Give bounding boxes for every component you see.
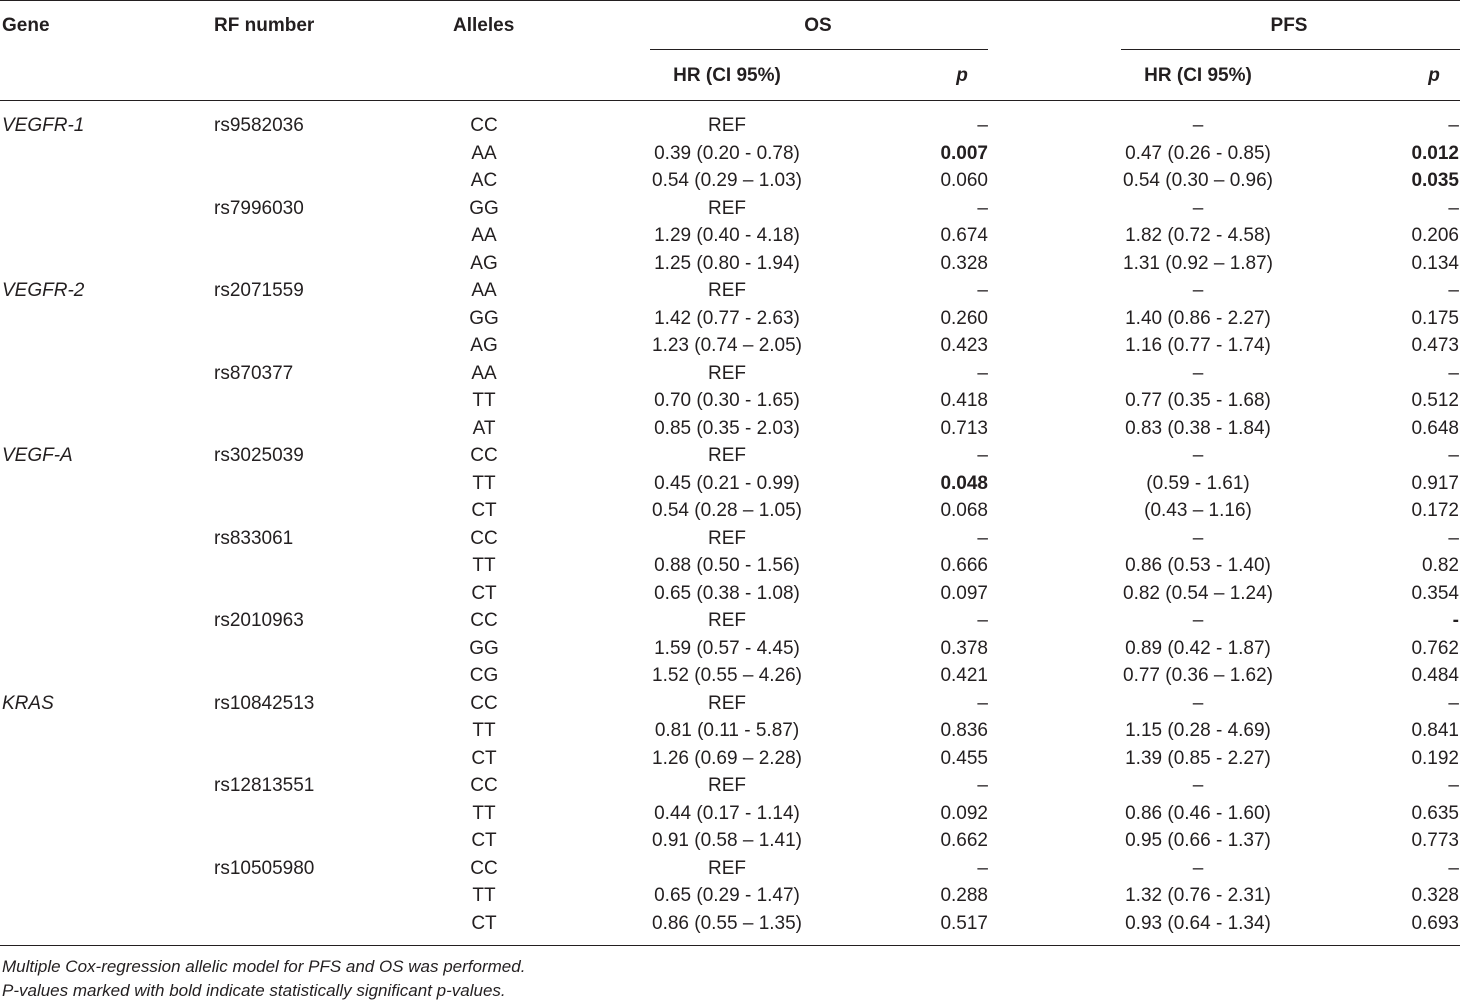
pfs-p-cell: – xyxy=(1448,115,1459,136)
os-hr-cell: REF xyxy=(708,610,746,631)
pfs-p-cell: 0.328 xyxy=(1411,885,1459,906)
os-hr-cell: 1.25 (0.80 - 1.94) xyxy=(654,252,800,274)
allele-cell: AA xyxy=(471,362,497,384)
pfs-hr-cell: – xyxy=(1192,362,1204,384)
os-p-cell: 0.666 xyxy=(940,555,988,576)
pfs-hr-cell: – xyxy=(1192,775,1204,796)
header-rf-number: RF number xyxy=(214,15,315,36)
rf-number-cell: rs7996030 xyxy=(214,197,304,219)
os-p-cell: 0.092 xyxy=(940,802,988,824)
pfs-hr-cell: 0.86 (0.46 - 1.60) xyxy=(1125,802,1271,824)
pfs-hr-cell: – xyxy=(1192,610,1204,631)
os-group-rule xyxy=(650,49,988,50)
pfs-p-cell: – xyxy=(1448,775,1459,796)
allele-cell: AA xyxy=(471,225,497,246)
os-p-cell: 0.060 xyxy=(940,170,988,191)
gene-cell: VEGF-A xyxy=(2,445,73,466)
os-hr-cell: REF xyxy=(708,362,746,384)
header-os: OS xyxy=(804,15,832,36)
os-hr-cell: REF xyxy=(708,857,746,879)
pfs-p-cell: – xyxy=(1448,527,1459,549)
os-p-cell: 0.288 xyxy=(940,885,988,906)
header-pfs-hr: HR (CI 95%) xyxy=(1144,65,1252,86)
pfs-hr-cell: (0.59 - 1.61) xyxy=(1146,472,1250,494)
allele-cell: AA xyxy=(471,280,497,301)
os-p-cell: – xyxy=(977,445,988,466)
os-p-cell: 0.455 xyxy=(940,747,988,769)
pfs-p-cell: 0.206 xyxy=(1411,225,1459,246)
os-hr-cell: 0.70 (0.30 - 1.65) xyxy=(654,390,800,411)
pfs-p-cell: 0.175 xyxy=(1411,307,1459,329)
pfs-p-cell: 0.693 xyxy=(1411,912,1459,934)
pfs-hr-cell: 0.77 (0.35 - 1.68) xyxy=(1125,390,1271,411)
rf-number-cell: rs870377 xyxy=(214,362,294,384)
pfs-hr-cell: 0.77 (0.36 – 1.62) xyxy=(1123,665,1273,686)
pfs-p-cell: 0.484 xyxy=(1411,665,1459,686)
pfs-p-cell: 0.172 xyxy=(1411,500,1459,521)
pfs-hr-cell: 0.47 (0.26 - 0.85) xyxy=(1125,142,1271,164)
allele-cell: TT xyxy=(472,802,496,824)
os-hr-cell: 0.85 (0.35 - 2.03) xyxy=(654,417,800,439)
pfs-hr-cell: 0.89 (0.42 - 1.87) xyxy=(1125,637,1271,659)
pfs-p-cell: 0.354 xyxy=(1411,582,1459,604)
os-hr-cell: 0.91 (0.58 – 1.41) xyxy=(652,830,802,851)
pfs-p-cell: 0.648 xyxy=(1411,417,1459,439)
pfs-p-cell: – xyxy=(1448,197,1459,219)
header-pfs-p: p xyxy=(1428,65,1440,86)
pfs-p-cell: 0.012 xyxy=(1411,142,1459,164)
pfs-p-cell: 0.917 xyxy=(1411,472,1459,494)
pfs-hr-cell: 1.40 (0.86 - 2.27) xyxy=(1125,307,1271,329)
allele-cell: GG xyxy=(469,637,499,659)
pfs-hr-cell: 0.93 (0.64 - 1.34) xyxy=(1125,912,1271,934)
header-alleles: Alleles xyxy=(453,15,515,36)
header-gene: Gene xyxy=(2,15,50,36)
os-hr-cell: REF xyxy=(708,775,746,796)
pfs-hr-cell: – xyxy=(1192,445,1204,466)
os-hr-cell: 1.29 (0.40 - 4.18) xyxy=(654,225,800,246)
allele-cell: AG xyxy=(470,335,498,356)
os-p-cell: 0.662 xyxy=(940,830,988,851)
allele-cell: TT xyxy=(472,472,496,494)
os-p-cell: 0.421 xyxy=(940,665,988,686)
os-p-cell: – xyxy=(977,610,988,631)
pfs-group-rule xyxy=(1121,49,1460,50)
os-hr-cell: 0.39 (0.20 - 0.78) xyxy=(654,142,800,164)
os-p-cell: 0.007 xyxy=(940,142,988,164)
gene-cell: VEGFR-2 xyxy=(2,280,85,301)
os-p-cell: 0.068 xyxy=(940,500,988,521)
allele-cell: CG xyxy=(469,665,499,686)
pfs-hr-cell: 1.31 (0.92 – 1.87) xyxy=(1123,252,1273,274)
pfs-p-cell: – xyxy=(1448,857,1459,879)
os-p-cell: 0.328 xyxy=(940,252,988,274)
os-p-cell: – xyxy=(977,527,988,549)
pfs-hr-cell: 1.16 (0.77 - 1.74) xyxy=(1125,335,1271,356)
pfs-hr-cell: 0.83 (0.38 - 1.84) xyxy=(1125,417,1271,439)
pfs-p-cell: - xyxy=(1452,610,1459,631)
allele-cell: CC xyxy=(470,857,498,879)
pfs-hr-cell: 0.82 (0.54 – 1.24) xyxy=(1123,582,1273,604)
allele-cell: TT xyxy=(472,555,496,576)
os-hr-cell: 0.44 (0.17 - 1.14) xyxy=(654,802,800,824)
allele-cell: TT xyxy=(472,720,496,741)
footnote-2: P-values marked with bold indicate statistically significant p-values. xyxy=(2,981,506,1000)
allele-cell: GG xyxy=(469,197,499,219)
pfs-hr-cell: (0.43 – 1.16) xyxy=(1144,500,1252,521)
os-hr-cell: REF xyxy=(708,445,746,466)
pfs-p-cell: 0.512 xyxy=(1411,390,1459,411)
allele-cell: AA xyxy=(471,142,497,164)
pfs-p-cell: 0.635 xyxy=(1411,802,1459,824)
pfs-p-cell: 0.762 xyxy=(1411,637,1459,659)
allele-cell: AC xyxy=(470,170,498,191)
pfs-p-cell: – xyxy=(1448,280,1459,301)
pfs-p-cell: – xyxy=(1448,692,1459,714)
allele-cell: AG xyxy=(470,252,498,274)
allele-cell: CT xyxy=(471,830,497,851)
pfs-hr-cell: – xyxy=(1192,692,1204,714)
allele-cell: TT xyxy=(472,390,496,411)
os-hr-cell: 1.23 (0.74 – 2.05) xyxy=(652,335,802,356)
rf-number-cell: rs2071559 xyxy=(214,280,304,301)
header-pfs: PFS xyxy=(1270,15,1308,36)
os-hr-cell: 1.26 (0.69 – 2.28) xyxy=(652,747,802,769)
os-hr-cell: REF xyxy=(708,692,746,714)
pfs-hr-cell: – xyxy=(1192,527,1204,549)
rf-number-cell: rs12813551 xyxy=(214,775,315,796)
gene-cell: KRAS xyxy=(2,692,54,714)
os-p-cell: – xyxy=(977,362,988,384)
rf-number-cell: rs10505980 xyxy=(214,857,315,879)
allele-cell: CT xyxy=(471,582,497,604)
os-p-cell: – xyxy=(977,197,988,219)
pfs-hr-cell: 0.54 (0.30 – 0.96) xyxy=(1123,170,1273,191)
pfs-p-cell: 0.035 xyxy=(1411,170,1459,191)
allele-cell: CC xyxy=(470,527,498,549)
os-hr-cell: REF xyxy=(708,280,746,301)
os-p-cell: 0.418 xyxy=(940,390,988,411)
pfs-p-cell: 0.192 xyxy=(1411,747,1459,769)
allele-cell: CC xyxy=(470,775,498,796)
top-rule xyxy=(0,0,1460,1)
os-p-cell: 0.836 xyxy=(940,720,988,741)
allele-cell: CT xyxy=(471,747,497,769)
pfs-p-cell: – xyxy=(1448,445,1459,466)
os-hr-cell: 1.59 (0.57 - 4.45) xyxy=(654,637,800,659)
os-p-cell: – xyxy=(977,775,988,796)
os-p-cell: – xyxy=(977,692,988,714)
os-p-cell: 0.378 xyxy=(940,637,988,659)
os-p-cell: 0.048 xyxy=(940,472,988,494)
allele-cell: CC xyxy=(470,692,498,714)
allele-cell: CC xyxy=(470,610,498,631)
allele-cell: CC xyxy=(470,445,498,466)
os-hr-cell: 1.52 (0.55 – 4.26) xyxy=(652,665,802,686)
pfs-hr-cell: – xyxy=(1192,857,1204,879)
header-bottom-rule xyxy=(0,100,1460,101)
header-os-p: p xyxy=(956,65,968,86)
allele-cell: AT xyxy=(472,417,496,439)
os-hr-cell: 0.54 (0.29 – 1.03) xyxy=(652,170,802,191)
os-p-cell: 0.674 xyxy=(940,225,988,246)
pfs-p-cell: 0.82 xyxy=(1422,555,1459,576)
os-hr-cell: 0.54 (0.28 – 1.05) xyxy=(652,500,802,521)
pfs-hr-cell: – xyxy=(1192,115,1204,136)
pfs-hr-cell: 0.86 (0.53 - 1.40) xyxy=(1125,555,1271,576)
pfs-p-cell: 0.473 xyxy=(1411,335,1459,356)
os-p-cell: – xyxy=(977,280,988,301)
allele-cell: GG xyxy=(469,307,499,329)
os-hr-cell: REF xyxy=(708,197,746,219)
os-hr-cell: REF xyxy=(708,527,746,549)
pfs-p-cell: 0.134 xyxy=(1411,252,1459,274)
gene-cell: VEGFR-1 xyxy=(2,115,85,136)
rf-number-cell: rs9582036 xyxy=(214,115,304,136)
os-hr-cell: 0.88 (0.50 - 1.56) xyxy=(654,555,800,576)
footnote-1: Multiple Cox-regression allelic model for PFS and OS was performed. xyxy=(2,957,526,976)
rf-number-cell: rs833061 xyxy=(214,527,294,549)
pfs-hr-cell: 1.39 (0.85 - 2.27) xyxy=(1125,747,1271,769)
pfs-hr-cell: 1.15 (0.28 - 4.69) xyxy=(1125,720,1271,741)
os-hr-cell: 1.42 (0.77 - 2.63) xyxy=(654,307,800,329)
os-p-cell: 0.713 xyxy=(940,417,988,439)
pfs-hr-cell: 1.82 (0.72 - 4.58) xyxy=(1125,225,1271,246)
os-hr-cell: 0.65 (0.38 - 1.08) xyxy=(654,582,800,604)
os-p-cell: – xyxy=(977,115,988,136)
os-p-cell: – xyxy=(977,857,988,879)
allele-cell: CT xyxy=(471,500,497,521)
pfs-hr-cell: 0.95 (0.66 - 1.37) xyxy=(1125,830,1271,851)
rf-number-cell: rs10842513 xyxy=(214,692,315,714)
pfs-hr-cell: 1.32 (0.76 - 2.31) xyxy=(1125,885,1271,906)
os-hr-cell: 0.45 (0.21 - 0.99) xyxy=(654,472,800,494)
rf-number-cell: rs3025039 xyxy=(214,445,304,466)
allele-cell: TT xyxy=(472,885,496,906)
pfs-hr-cell: – xyxy=(1192,197,1204,219)
os-hr-cell: 0.86 (0.55 – 1.35) xyxy=(652,912,802,934)
pfs-p-cell: – xyxy=(1448,362,1459,384)
os-hr-cell: 0.65 (0.29 - 1.47) xyxy=(654,885,800,906)
allele-cell: CT xyxy=(471,912,497,934)
os-hr-cell: 0.81 (0.11 - 5.87) xyxy=(654,720,800,741)
pfs-p-cell: 0.841 xyxy=(1411,720,1459,741)
pfs-p-cell: 0.773 xyxy=(1411,830,1459,851)
os-hr-cell: REF xyxy=(708,115,746,136)
os-p-cell: 0.097 xyxy=(940,582,988,604)
os-p-cell: 0.517 xyxy=(940,912,988,934)
rf-number-cell: rs2010963 xyxy=(214,610,304,631)
header-os-hr: HR (CI 95%) xyxy=(673,65,781,86)
os-p-cell: 0.423 xyxy=(940,335,988,356)
allele-cell: CC xyxy=(470,115,498,136)
table-bottom-rule xyxy=(0,945,1460,946)
os-p-cell: 0.260 xyxy=(940,307,988,329)
pfs-hr-cell: – xyxy=(1192,280,1204,301)
